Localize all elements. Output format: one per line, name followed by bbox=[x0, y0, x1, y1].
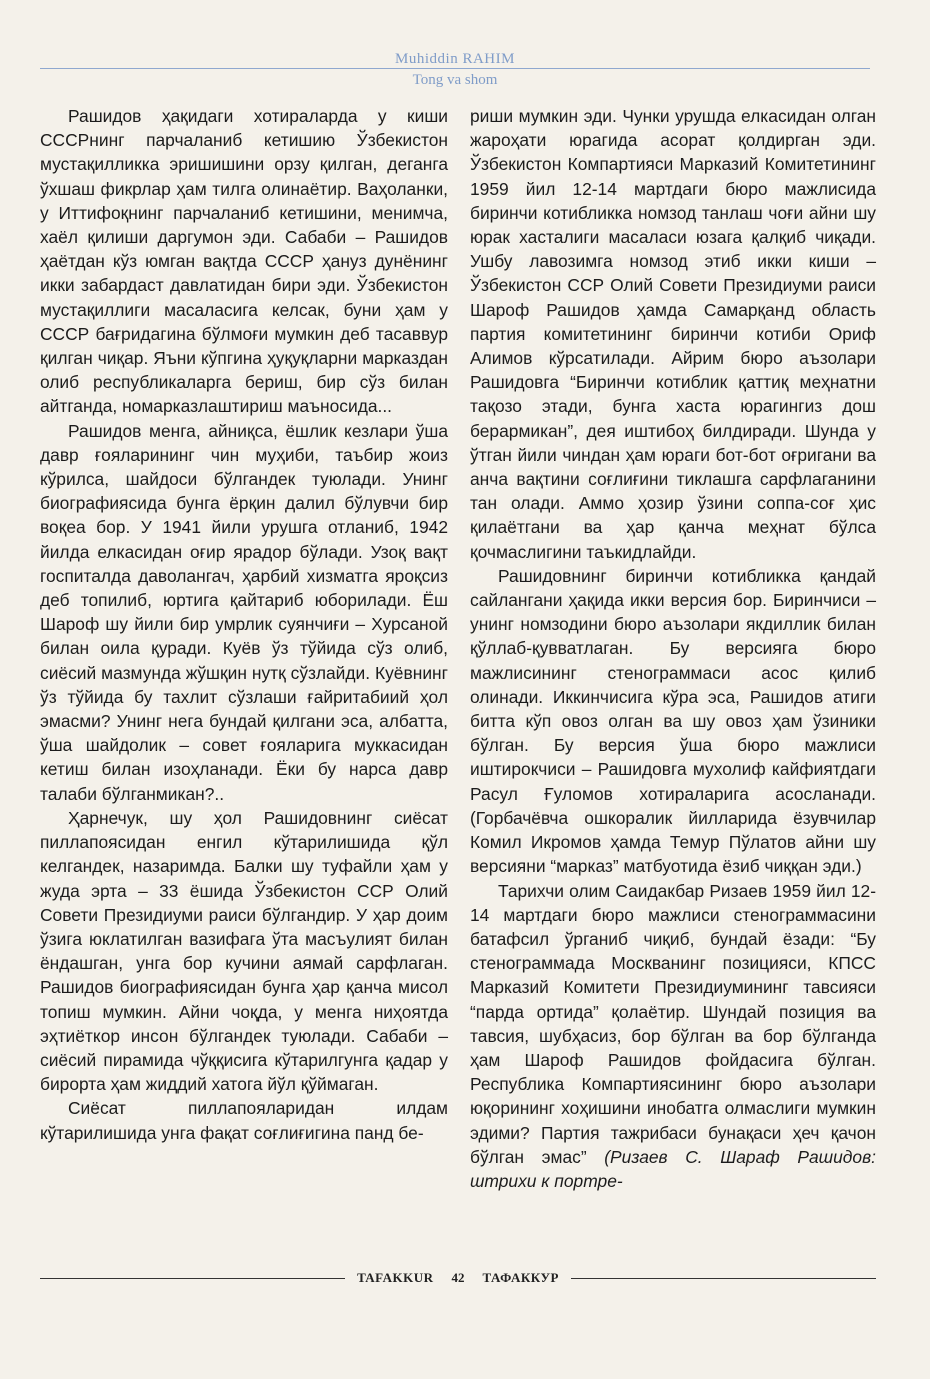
footer-magazine-latin: TAFAKKUR bbox=[357, 1270, 434, 1285]
header-rule bbox=[40, 68, 870, 69]
paragraph: Сиёсат пиллапояларидан илдам кўтарилишида унга фақат соғлиғигина панд бе- bbox=[40, 1098, 448, 1143]
citation: (Ризаев С. Шараф Рашидов: штрихи к портре- bbox=[470, 1146, 876, 1191]
page-number: 42 bbox=[451, 1270, 465, 1285]
left-column bbox=[40, 104, 448, 1145]
paragraph: Рашидов менга, айниқса, ёшлик кезлари ўша давр ғояларининг чин муҳиби, таъбир жоиз кўрилса, шайдоси бўлгандек туюлади. Унинг биографиясида бунга ёрқин далил бўлувчи бир воқеа бор. У 1941 йили урушга отланиб, 1942 йилда елкасидан оғир ярадор бўлади. Узоқ вақт госпиталда даволангач, ҳарбий хизматга яроқсиз деб топилиб, юртига қайтариб юборилади. Ёш Шароф шу йили бир умрлик суянчиғи – Хурсаной билан оила қуради. Куёв ўз тўйида сўз олиб, сиёсий мазмунда жўшқин нутқ сўзлайди. Куёвнинг ўз тўйида бу тахлит сўзлаши ғайритабиий ҳол эмасми? Унинг нега бундай қилгани эса, албатта, ўша шайдолик – совет ғояларига муккасидан кетиш билан изоҳланади. Ёки бу нарса давр талаби бўлганмикан?.. bbox=[40, 420, 448, 804]
paragraph-text: Тарихчи олим Саидакбар Ризаев 1959 йил 12-14 мартдаги бюро мажлиси стенограммасини батафсил ўрганиб чиқиб, бундай ёзади: “Бу стенограммада Москванинг позицияси, КПСС Марказий Комитети Президиумининг тавсияси “парда ортида” қолаётир. Шундай позиция ва тавсия, шубҳасиз, бор бўлган ва бор бўлганда ҳам Шароф Рашидов фойдасига бўлган. Республика Компартиясининг бюро аъзолари юқорининг хоҳишини инобатга олмаслиги мумкин эдими? Партия тажрибаси бунақаси ҳеч қачон бўлган эмас” bbox=[470, 880, 876, 1167]
header-subtitle: Tong va shom bbox=[412, 72, 498, 88]
paragraph-continuation: риши мумкин эди. Чунки урушда елкасидан олган жароҳати юрагида асорат қолдирган эди. Ўзбекистон Компартияси Марказий Комитетининг 1959 йил 12-14 мартдаги бюро мажлисида биринчи котибликка номзод танлаш чоғи айни шу юрак хасталиги масаласи юзага қалқиб чиқади. Ушбу лавозимга номзод этиб икки киши – Ўзбекистон ССР Олий Совети Президиуми раиси Шароф Рашидов ҳамда Самарқанд область партия комитетининг биринчи котиби Ориф Алимов кўрсатилади. Айрим бюро аъзолари Рашидовга “Биринчи котиблик қаттиқ меҳнатни тақозо этади, бунга хаста юрагингиз дош берармикан”, дея иштибоҳ билдиради. Шунда у ўтган йили чиндан ҳам юраги бот-бот оғригани ва анча вақтини соғлиғини тиклашга сарфлаганини тан олади. Аммо ҳозир ўзини соппа-соғ ҳис қилаётгани ва ҳар қанча меҳнат бўлса қочмаслигини таъкидлайди. bbox=[470, 106, 876, 562]
paragraph: Рашидовнинг биринчи котибликка қандай сайлангани ҳақида икки версия бор. Биринчиси – унинг номзодини бюро аъзолари якдиллик билан қўллаб-қувватлаган. Бу версияга бюро мажлисининг стенограммаси асос қилиб олинади. Иккинчисига кўра эса, Рашидов атиги битта кўп овоз олган ва шу овоз ҳам ўзиники бўлган. Бу версия ўша бюро мажлиси иштирокчиси – Рашидовга мухолиф кайфиятдаги Расул Ғуломов хотираларига асосланади. (Горбачёвча ошкоралик йилларида ёзувчилар Комил Икромов ҳамда Темур Пўлатов айни шу версияни “марказ” матбуотида ёзиб чиққан эди.) bbox=[470, 565, 876, 877]
footer-magazine-cyrillic: ТАФАККУР bbox=[482, 1270, 559, 1285]
header-author: Muhiddin RAHIM bbox=[395, 51, 515, 67]
paragraph bbox=[470, 879, 876, 1194]
footer-rule-right bbox=[571, 1278, 876, 1279]
running-header bbox=[40, 50, 870, 89]
page-footer bbox=[40, 1268, 876, 1288]
paragraph: Рашидов ҳақидаги хотираларда у киши СССРнинг парчаланиб кетишию Ўзбекистон мустақилликка эришишини орзу қилган, деганга ўхшаш фикрлар ҳам тилга олинаётир. Ваҳоланки, у Иттифоқнинг парчаланиб кетишини, менимча, хаёл қилиши даргумон эди. Сабаби – Рашидов ҳаётдан кўз юмган вақтда СССР ҳануз дунёнинг икки забардаст давлатидан бири эди. Ўзбекистон мустақиллиги масаласига келсак, буни ҳам у СССР бағридагина бўлмоғи мумкин деб тасаввур қилган чиқар. Яъни кўпгина ҳуқуқларни марказдан олиб республикаларга бериш, бир сўз билан айтганда, номарказлаштириш маъносида... bbox=[40, 106, 448, 417]
right-column bbox=[470, 104, 876, 1193]
footer-rule-left bbox=[40, 1278, 345, 1279]
paragraph: Ҳарнечук, шу ҳол Рашидовнинг сиёсат пиллапоясидан енгил кўтарилишида қўл келгандек, назаримда. Балки шу туфайли ҳам у жуда эрта – 33 ёшида Ўзбекистон ССР Олий Совети Президиуми раиси бўлгандир. У ҳар доим ўзига юклатилган вазифага ўта масъулият билан ёндашган, унга бор кучини аямай сарфлаган. Рашидов биографиясидан бунга ҳар қанча мисол топиш мумкин. Айни чоқда, у менга ниҳоятда эҳтиёткор инсон бўлгандек туюлади. Сабаби – сиёсий пирамида чўққисига кўтарилгунга қадар у бирорта ҳам жиддий хатога йўл қўймаган. bbox=[40, 807, 448, 1095]
